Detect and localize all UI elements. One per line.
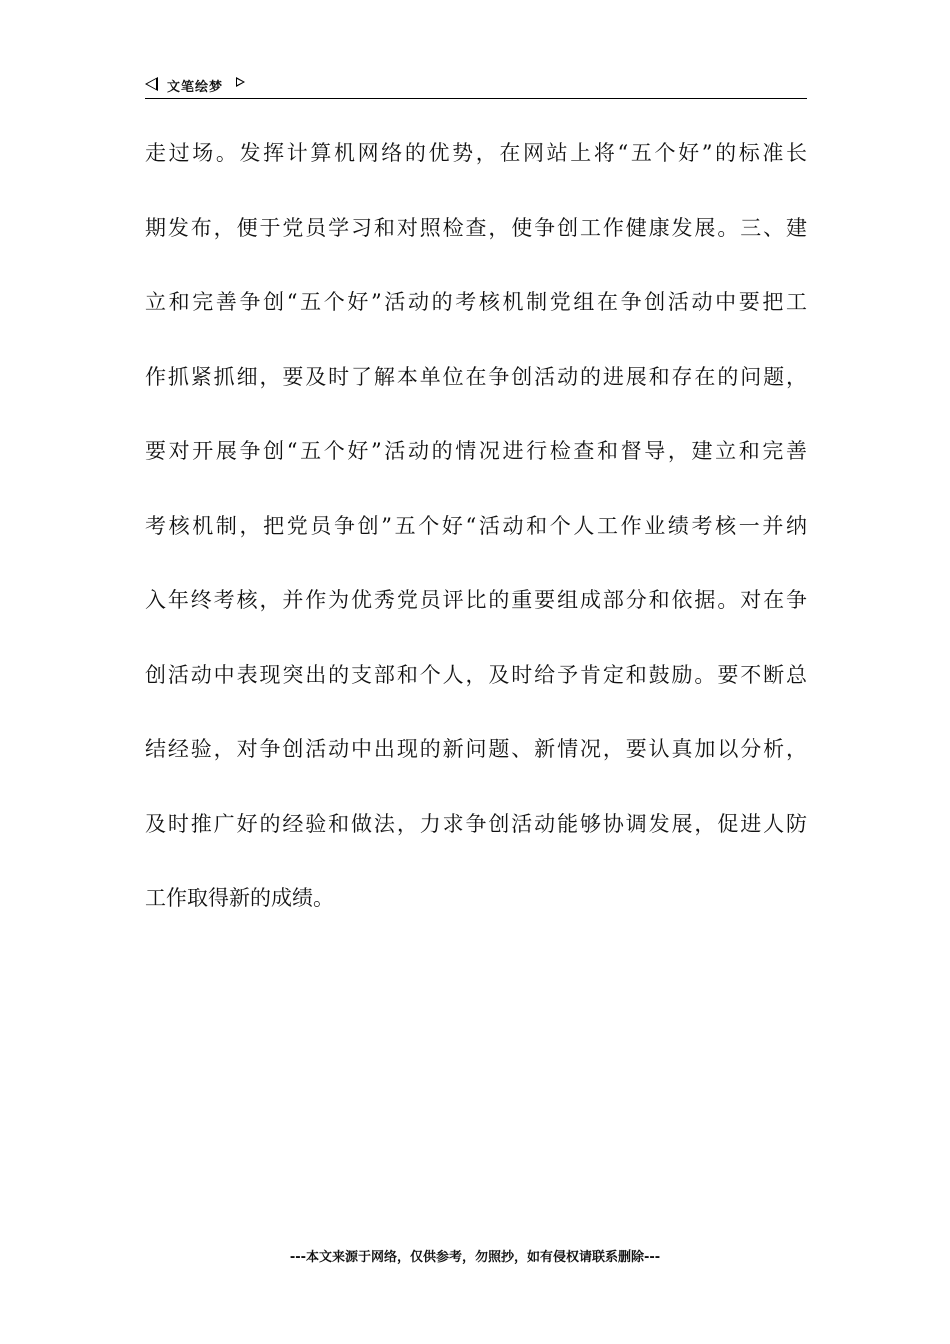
body-line: 走过场。发挥计算机网络的优势，在网站上将“五个好”的标准长 (145, 141, 807, 165)
header-brand: 文笔绘梦 (167, 80, 224, 95)
body-line: 创活动中表现突出的支部和个人，及时给予肯定和鼓励。要不断总 (145, 662, 807, 687)
body-line: 及时推广好的经验和做法，力求争创活动能够协调发展，促进人防 (145, 811, 807, 836)
body-line: 作抓紧抓细，要及时了解本单位在争创活动的进展和存在的问题， (145, 364, 807, 389)
page-header (145, 72, 807, 99)
right-triangle-icon (236, 77, 245, 87)
body-line: 工作取得新的成绩。 (145, 886, 334, 910)
left-triangle-icon (145, 77, 158, 91)
body-line: 结经验，对争创活动中出现的新问题、新情况，要认真加以分析， (145, 737, 807, 761)
footer-notice: ---本文来源于网络，仅供参考，勿照抄，如有侵权请联系删除--- (289, 1250, 661, 1265)
body-line: 考核机制，把党员争创”五个好“活动和个人工作业绩考核一并纳 (145, 513, 807, 538)
body-line: 要对开展争创“五个好”活动的情况进行检查和督导，建立和完善 (145, 439, 807, 463)
body-line: 入年终考核，并作为优秀党员评比的重要组成部分和依据。对在争 (145, 588, 807, 612)
body-line: 期发布，便于党员学习和对照检查，使争创工作健康发展。三、建 (145, 215, 807, 240)
document-body (145, 135, 807, 955)
body-line: 立和完善争创“五个好”活动的考核机制党组在争创活动中要把工 (145, 290, 807, 314)
